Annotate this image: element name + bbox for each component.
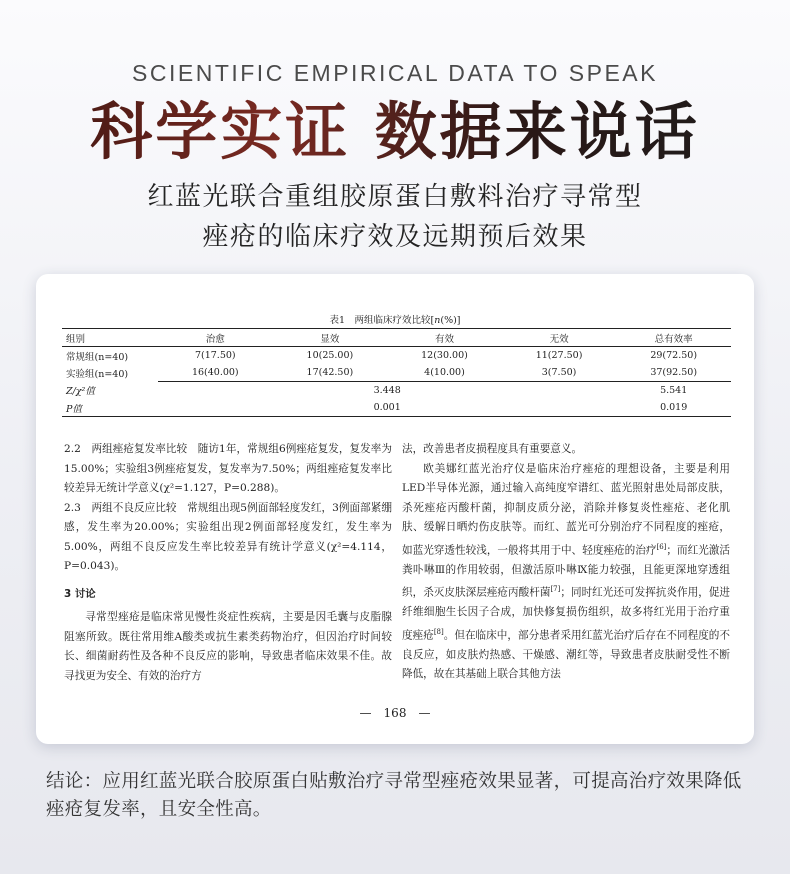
table-cell: 11(27.50) <box>535 350 583 361</box>
table-cell: 37(92.50) <box>650 367 698 378</box>
header-cell: 治愈 <box>205 333 225 345</box>
table-stat-row <box>62 399 731 417</box>
header-cell: 显效 <box>320 333 340 345</box>
table-cell: 10(25.00) <box>306 350 354 361</box>
paper-excerpt-card <box>36 274 754 744</box>
table-cell: 17(42.50) <box>306 367 354 378</box>
citation-8: [8] <box>433 627 444 636</box>
stat-label: P值 <box>66 403 82 415</box>
sub-title-line-2: 痤疮的临床疗效及远期预后效果 <box>202 222 588 252</box>
page-number: — 168 — <box>359 706 431 720</box>
main-title: 科学实证 数据来说话 <box>0 92 790 172</box>
stat-value-1: 3.448 <box>158 382 616 400</box>
sub-title-line-1: 红蓝光联合重组胶原蛋白敷料治疗寻常型 <box>147 182 643 212</box>
discussion-heading: 3 讨论 <box>64 587 96 600</box>
group-cell: 常规组(n=40) <box>66 351 129 363</box>
table-stat-row <box>62 382 731 400</box>
header-cell: 无效 <box>549 333 569 345</box>
table-caption: 表1 两组临床疗效比较[n(%)] <box>329 315 461 326</box>
stat-value-1: 0.001 <box>373 402 401 413</box>
stat-label: Z/χ²值 <box>66 386 95 398</box>
table-cell: 16(40.00) <box>191 367 239 378</box>
group-cell: 实验组(n=40) <box>66 368 129 380</box>
citation-7: [7] <box>550 585 561 594</box>
section-2-3-paragraph: 2.3 两组不良反应比较 常规组出现5例面部轻度发红，3例面部紧绷感，发生率为20.00%；实验组出现2例面部轻度发红，发生率为5.00%，两组不良反应发生率比较差异有统计学意义(χ²=4.114，P=0.043)。 <box>64 501 392 572</box>
conclusion-text: 结论：应用红蓝光联合胶原蛋白贴敷治疗寻常型痤疮效果显著，可提高治疗效果降低痤疮复发率，且安全性高。 <box>46 771 742 820</box>
efficacy-table <box>62 328 731 417</box>
table-cell: 29(72.50) <box>650 350 698 361</box>
table-cell: 7(17.50) <box>194 350 236 361</box>
header-cell: 总有效率 <box>654 333 693 345</box>
citation-6: [6] <box>656 542 667 551</box>
table-cell: 12(30.00) <box>421 350 468 361</box>
discussion-paragraph: 寻常型痤疮是临床常见慢性炎症性疾病，主要是因毛囊与皮脂腺阻塞所致。既往常用维A酸类或抗生素类药物治疗，但因治疗时间较长、细菌耐药性及各种不良反应的影响，导致患者临床效果不佳。故寻找更为安全、有效的治疗方 <box>64 611 392 682</box>
stat-value-2: 5.541 <box>616 382 731 400</box>
table-cell: 4(10.00) <box>424 367 465 378</box>
table-header-row <box>62 329 731 347</box>
table-row <box>62 364 731 382</box>
header-cell: 有效 <box>434 333 454 345</box>
paper-page <box>48 286 742 732</box>
table-cell: 3(7.50) <box>541 367 577 378</box>
stat-value-2: 0.019 <box>660 402 688 413</box>
table-row <box>62 347 731 365</box>
section-2-2-paragraph: 2.2 两组痤疮复发率比较 随访1年，常规组6例痤疮复发，复发率为15.00%；实验组3例痤疮复发，复发率为7.50%；两组痤疮复发率比较差异无统计学意义(χ²=1.127，P=0.288)。 <box>64 443 392 494</box>
right-text-column <box>402 440 730 685</box>
device-paragraph: 欧美娜红蓝光治疗仪是临床治疗痤疮的理想设备，主要是利用LED半导体光源，通过输入高纯度窄谱红、蓝光照射患处局部皮肤，杀死痤疮丙酸杆菌，抑制皮质分泌，消除并修复炎性痤疮、老化肌肤、缓解日晒灼伤皮肤等。而红、蓝光可分别治疗不同程度的痤疮，如蓝光穿透性较浅，一般将其用于中、轻度痤疮的治疗[6]；而红光激活粪卟啉Ⅲ的作用较弱，但激活原卟啉Ⅸ能力较强，且能更深地穿透组织，杀灭皮肤深层痤疮丙酸杆菌[7]；同时红光还可发挥抗炎作用，促进纤维细胞生长因子合成，加快修复损伤组织，故多将红光用于治疗重度痤疮[8]。但在临床中，部分患者采用红蓝光治疗后存在不同程度的不良反应，如皮肤灼热感、干燥感、潮红等，导致患者皮肤耐受性不断降低，故在其基础上联合其他方法 <box>402 462 731 681</box>
continuation-paragraph: 法，改善患者皮损程度具有重要意义。 <box>402 443 583 455</box>
left-text-column <box>64 440 392 686</box>
english-title: SCIENTIFIC EMPIRICAL DATA TO SPEAK <box>132 60 658 86</box>
header-cell: 组别 <box>66 333 86 345</box>
